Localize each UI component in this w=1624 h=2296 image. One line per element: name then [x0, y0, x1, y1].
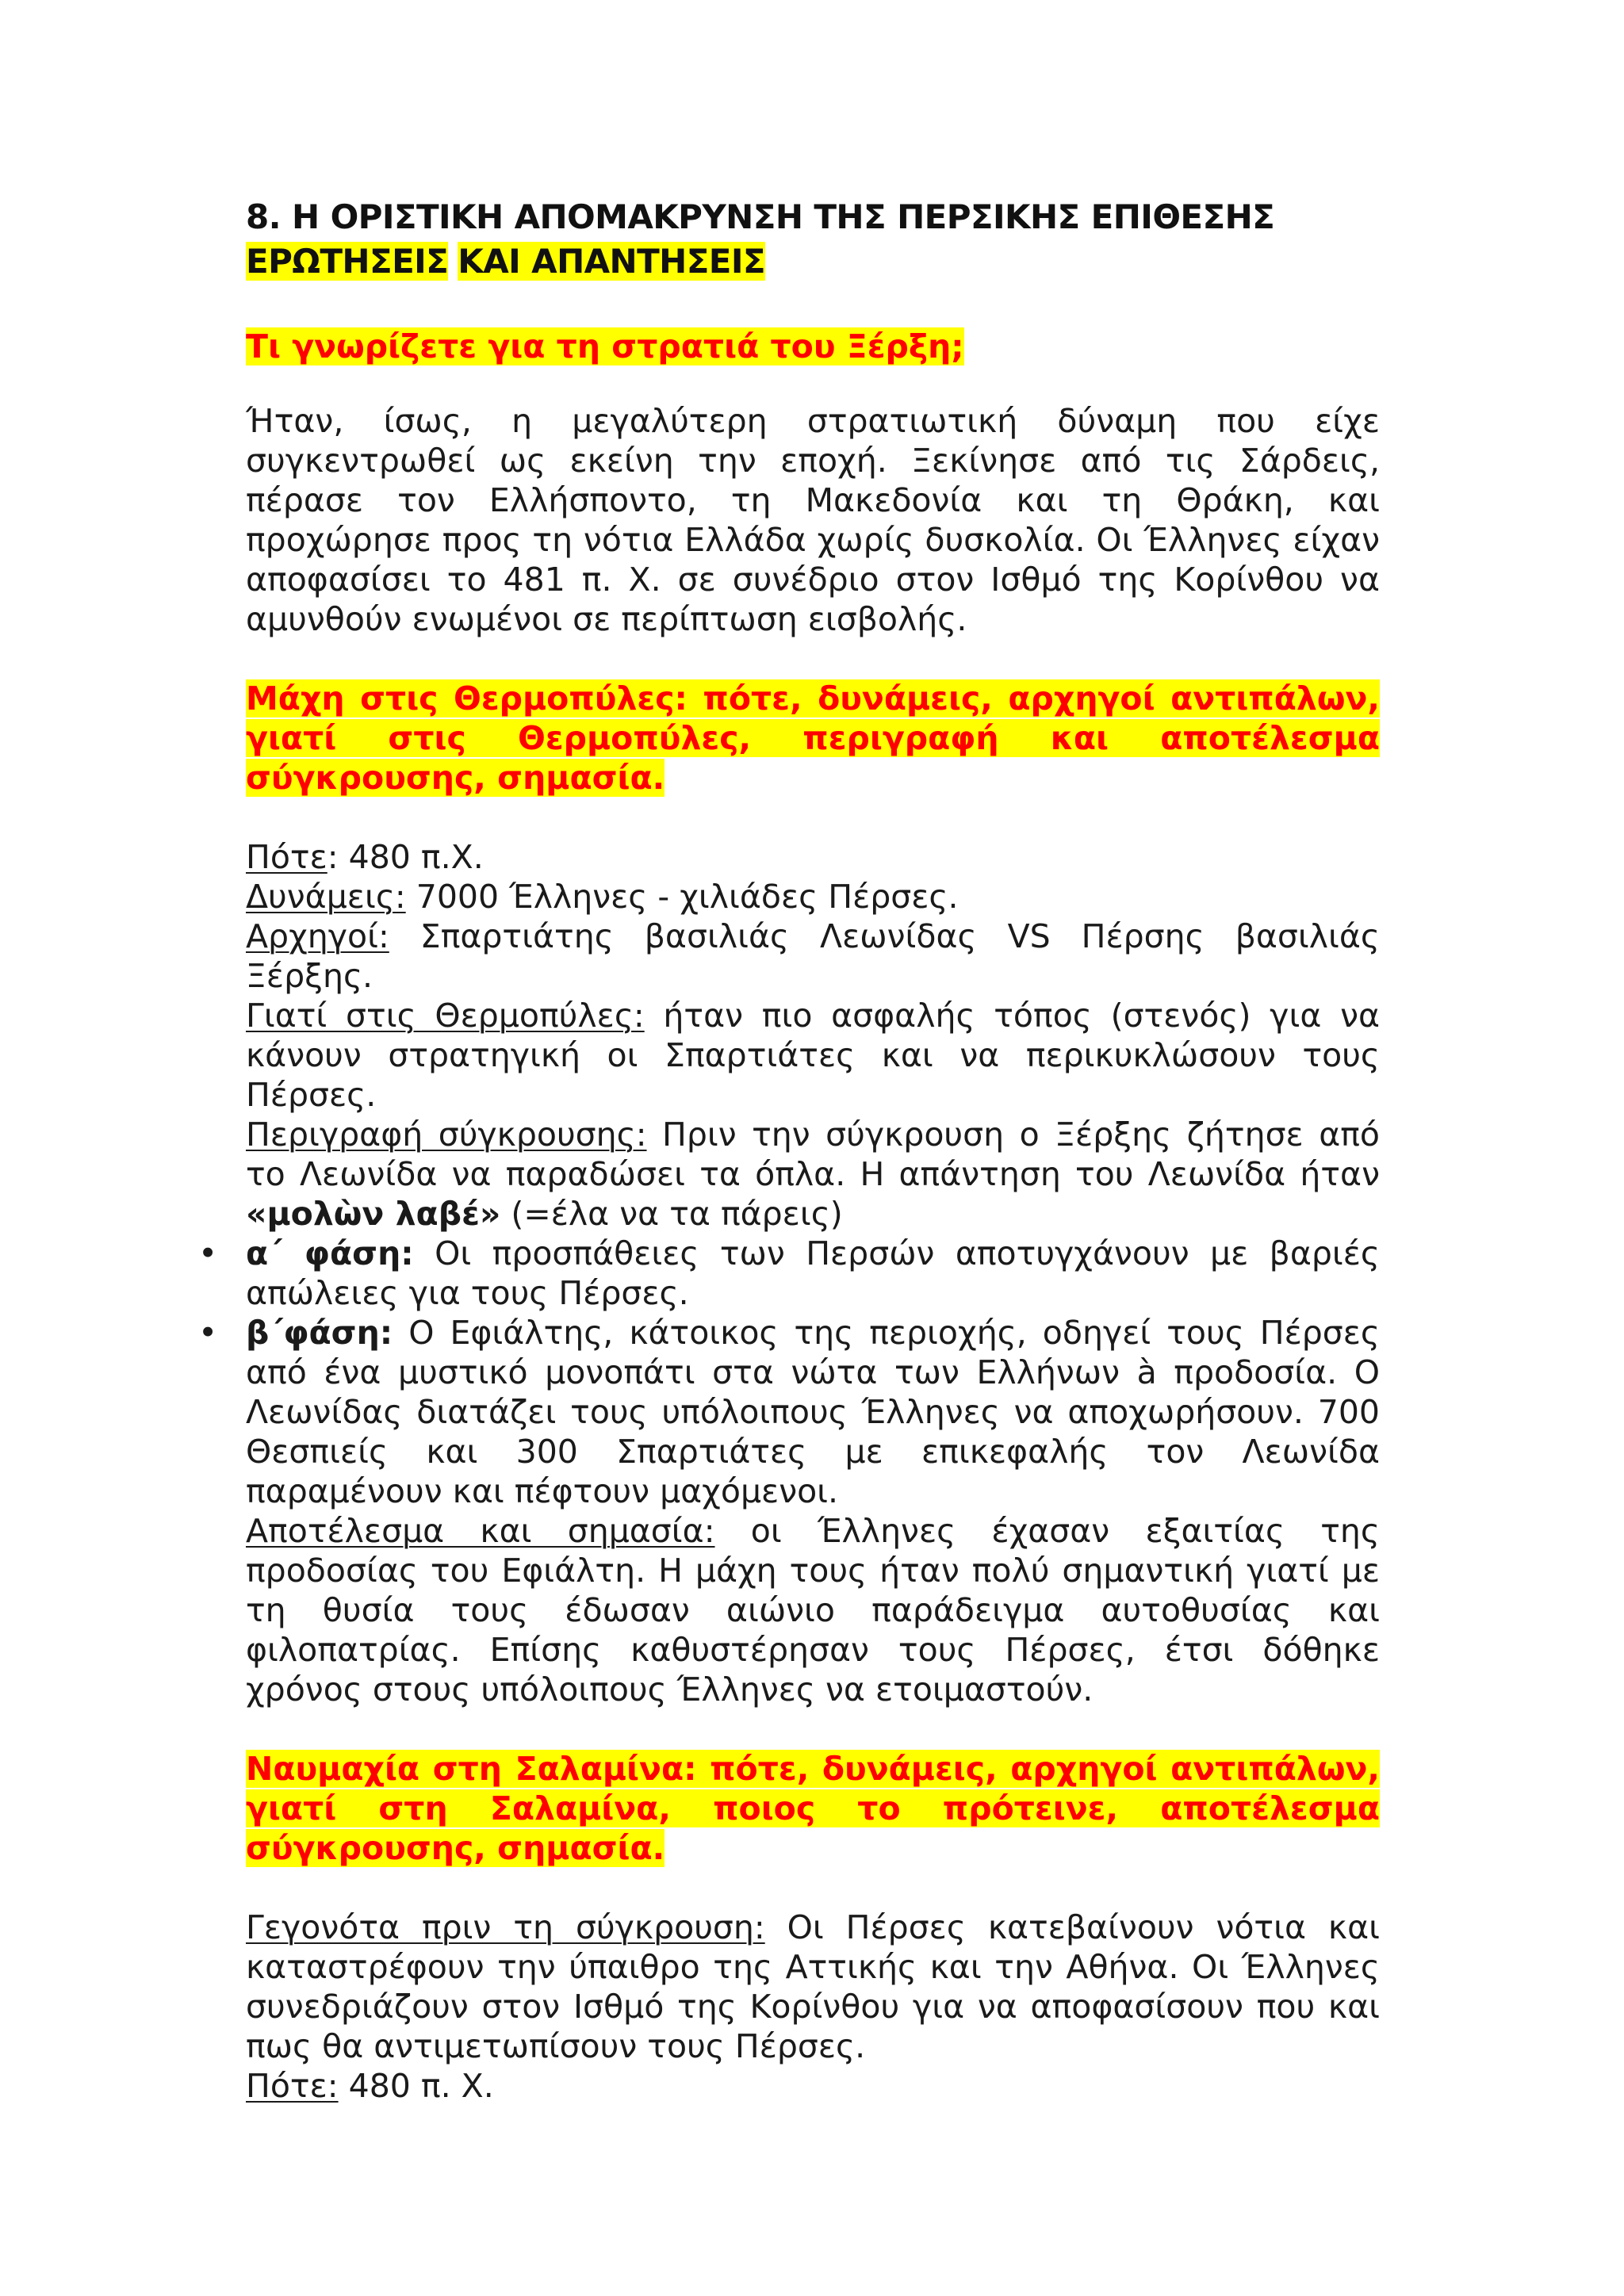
answer-xerxes-army: Ήταν, ίσως, η μεγαλύτερη στρατιωτική δύναμη που είχε συγκεντρωθεί ως εκείνη την εποχή. Ξεκίνησε από τις Σάρδεις, πέρασε τον Ελλήσποντο, τη Μακεδονία και τη Θράκη, και προχώρησε προς τη νότια Ελλάδα χωρίς δυσκολία. Οι Έλληνες είχαν αποφασίσει το 481 π. Χ. σε συνέδριο στον Ισθμό της Κορίνθου να αμυνθούν ενωμένοι σε περίπτωση εισβολής.: [246, 402, 1380, 638]
value-forces: 7000 Έλληνες - χιλιάδες Πέρσες.: [405, 878, 959, 916]
answer-thermopylae: [198, 837, 1381, 1709]
value-when: 480 π. Χ.: [338, 2067, 494, 2105]
label-why: Γιατί στις Θερμοπύλες:: [246, 997, 645, 1035]
label-phase-b: β΄φάση:: [246, 1314, 393, 1352]
label-phase-a: α΄ φάση:: [246, 1234, 414, 1272]
salamis-before: [246, 1908, 1380, 2066]
chapter-title: [246, 195, 1380, 284]
value-leaders: Σπαρτιάτης βασιλιάς Λεωνίδας VS Πέρσης βασιλιάς Ξέρξης.: [246, 917, 1380, 995]
title-line-2: [246, 239, 1380, 284]
value-why: ήταν πιο ασφαλής τόπος (στενός) για να κάνουν στρατηγική οι Σπαρτιάτες και να περικυκλώσουν τους Πέρσες.: [246, 997, 1380, 1114]
molon-labe-quote: «μολὼν λαβέ»: [246, 1195, 501, 1233]
value-phase-a: Οι προσπάθειες των Περσών αποτυγχάνουν με βαριές απώλειες για τους Πέρσες.: [246, 1234, 1381, 1312]
list-item-phase-a: [198, 1234, 1381, 1313]
thermopylae-result: [246, 1511, 1380, 1709]
question-text: Τι γνωρίζετε για τη στρατιά του Ξέρξη;: [246, 327, 964, 365]
label-when: Πότε:: [246, 2067, 339, 2105]
thermopylae-leaders: [246, 916, 1380, 996]
list-item-phase-b: [198, 1313, 1380, 1511]
value-result: οι Έλληνες έχασαν εξαιτίας της προδοσίας του Εφιάλτη. Η μάχη τους ήταν πολύ σημαντική γιατί με τη θυσία τους έδωσαν αιώνιο παράδειγμα αυτοθυσίας και φιλοπατρίας. Επίσης καθυστέρησαν τους Πέρσες, έτσι δόθηκε χρόνος στους υπόλοιπους Έλληνες να ετοιμαστούν.: [246, 1512, 1380, 1709]
thermopylae-forces: [246, 877, 1380, 916]
question-salamis: [246, 1749, 1380, 1868]
thermopylae-when: [246, 837, 1380, 877]
label-description: Περιγραφή σύγκρουσης:: [246, 1115, 647, 1154]
question-xerxes-army: [246, 327, 1380, 366]
question-text: Ναυμαχία στη Σαλαμίνα: πότε, δυνάμεις, αρχηγοί αντιπάλων, γιατί στη Σαλαμίνα, ποιος το πρότεινε, αποτέλεσμα σύγκρουσης, σημασία.: [246, 1750, 1380, 1867]
document-content: [198, 195, 1381, 2106]
bullet-icon: •: [198, 1314, 218, 1352]
label-result: Αποτέλεσμα και σημασία:: [246, 1512, 715, 1550]
value-when: : 480 π.Χ.: [327, 838, 484, 876]
salamis-when: [246, 2066, 1380, 2106]
thermopylae-why: [246, 996, 1380, 1115]
title-highlight-answers: ΚΑΙ ΑΠΑΝΤΗΣΕΙΣ: [458, 242, 765, 281]
label-leaders: Αρχηγοί:: [246, 917, 389, 955]
value-before: Οι Πέρσες κατεβαίνουν νότια και καταστρέφουν την ύπαιθρο της Αττικής και την Αθήνα. Οι Έλληνες συνεδριάζουν στον Ισθμό της Κορίνθου για να αποφασίσουν που και πως θα αντιμετωπίσουν τους Πέρσες.: [246, 1908, 1380, 2065]
question-text: Μάχη στις Θερμοπύλες: πότε, δυνάμεις, αρχηγοί αντιπάλων, γιατί στις Θερμοπύλες, περιγραφή και αποτέλεσμα σύγκρουσης, σημασία.: [246, 679, 1380, 797]
label-when: Πότε: [246, 838, 327, 876]
answer-salamis: [246, 1908, 1380, 2106]
value-description: Πριν την σύγκρουση ο Ξέρξης ζήτησε από το Λεωνίδα να παραδώσει τα όπλα. Η απάντηση του Λεωνίδα ήταν: [246, 1115, 1380, 1193]
label-before: Γεγονότα πριν τη σύγκρουση:: [246, 1908, 765, 1946]
value-phase-b: Ο Εφιάλτης, κάτοικος της περιοχής, οδηγεί τους Πέρσες από ένα μυστικό μονοπάτι στα νώτα των Ελλήνων à προδοσία. Ο Λεωνίδας διατάζει τους υπόλοιπους Έλληνες να αποχωρήσουν. 700 Θεσπιείς και 300 Σπαρτιάτες με επικεφαλής τον Λεωνίδα παραμένουν και πέφτουν μαχόμενοι.: [246, 1314, 1380, 1510]
title-highlight-questions: ΕΡΩΤΗΣΕΙΣ: [246, 242, 449, 281]
thermopylae-description: [246, 1115, 1380, 1234]
label-forces: Δυνάμεις:: [246, 878, 406, 916]
question-thermopylae: [246, 679, 1380, 798]
bullet-icon: •: [198, 1234, 218, 1272]
value-description-after: (=έλα να τα πάρεις): [500, 1195, 843, 1233]
title-line-1: 8. Η ΟΡΙΣΤΙΚΗ ΑΠΟΜΑΚΡΥΝΣΗ ΤΗΣ ΠΕΡΣΙΚΗΣ ΕΠΙΘΕΣΗΣ: [246, 197, 1275, 236]
